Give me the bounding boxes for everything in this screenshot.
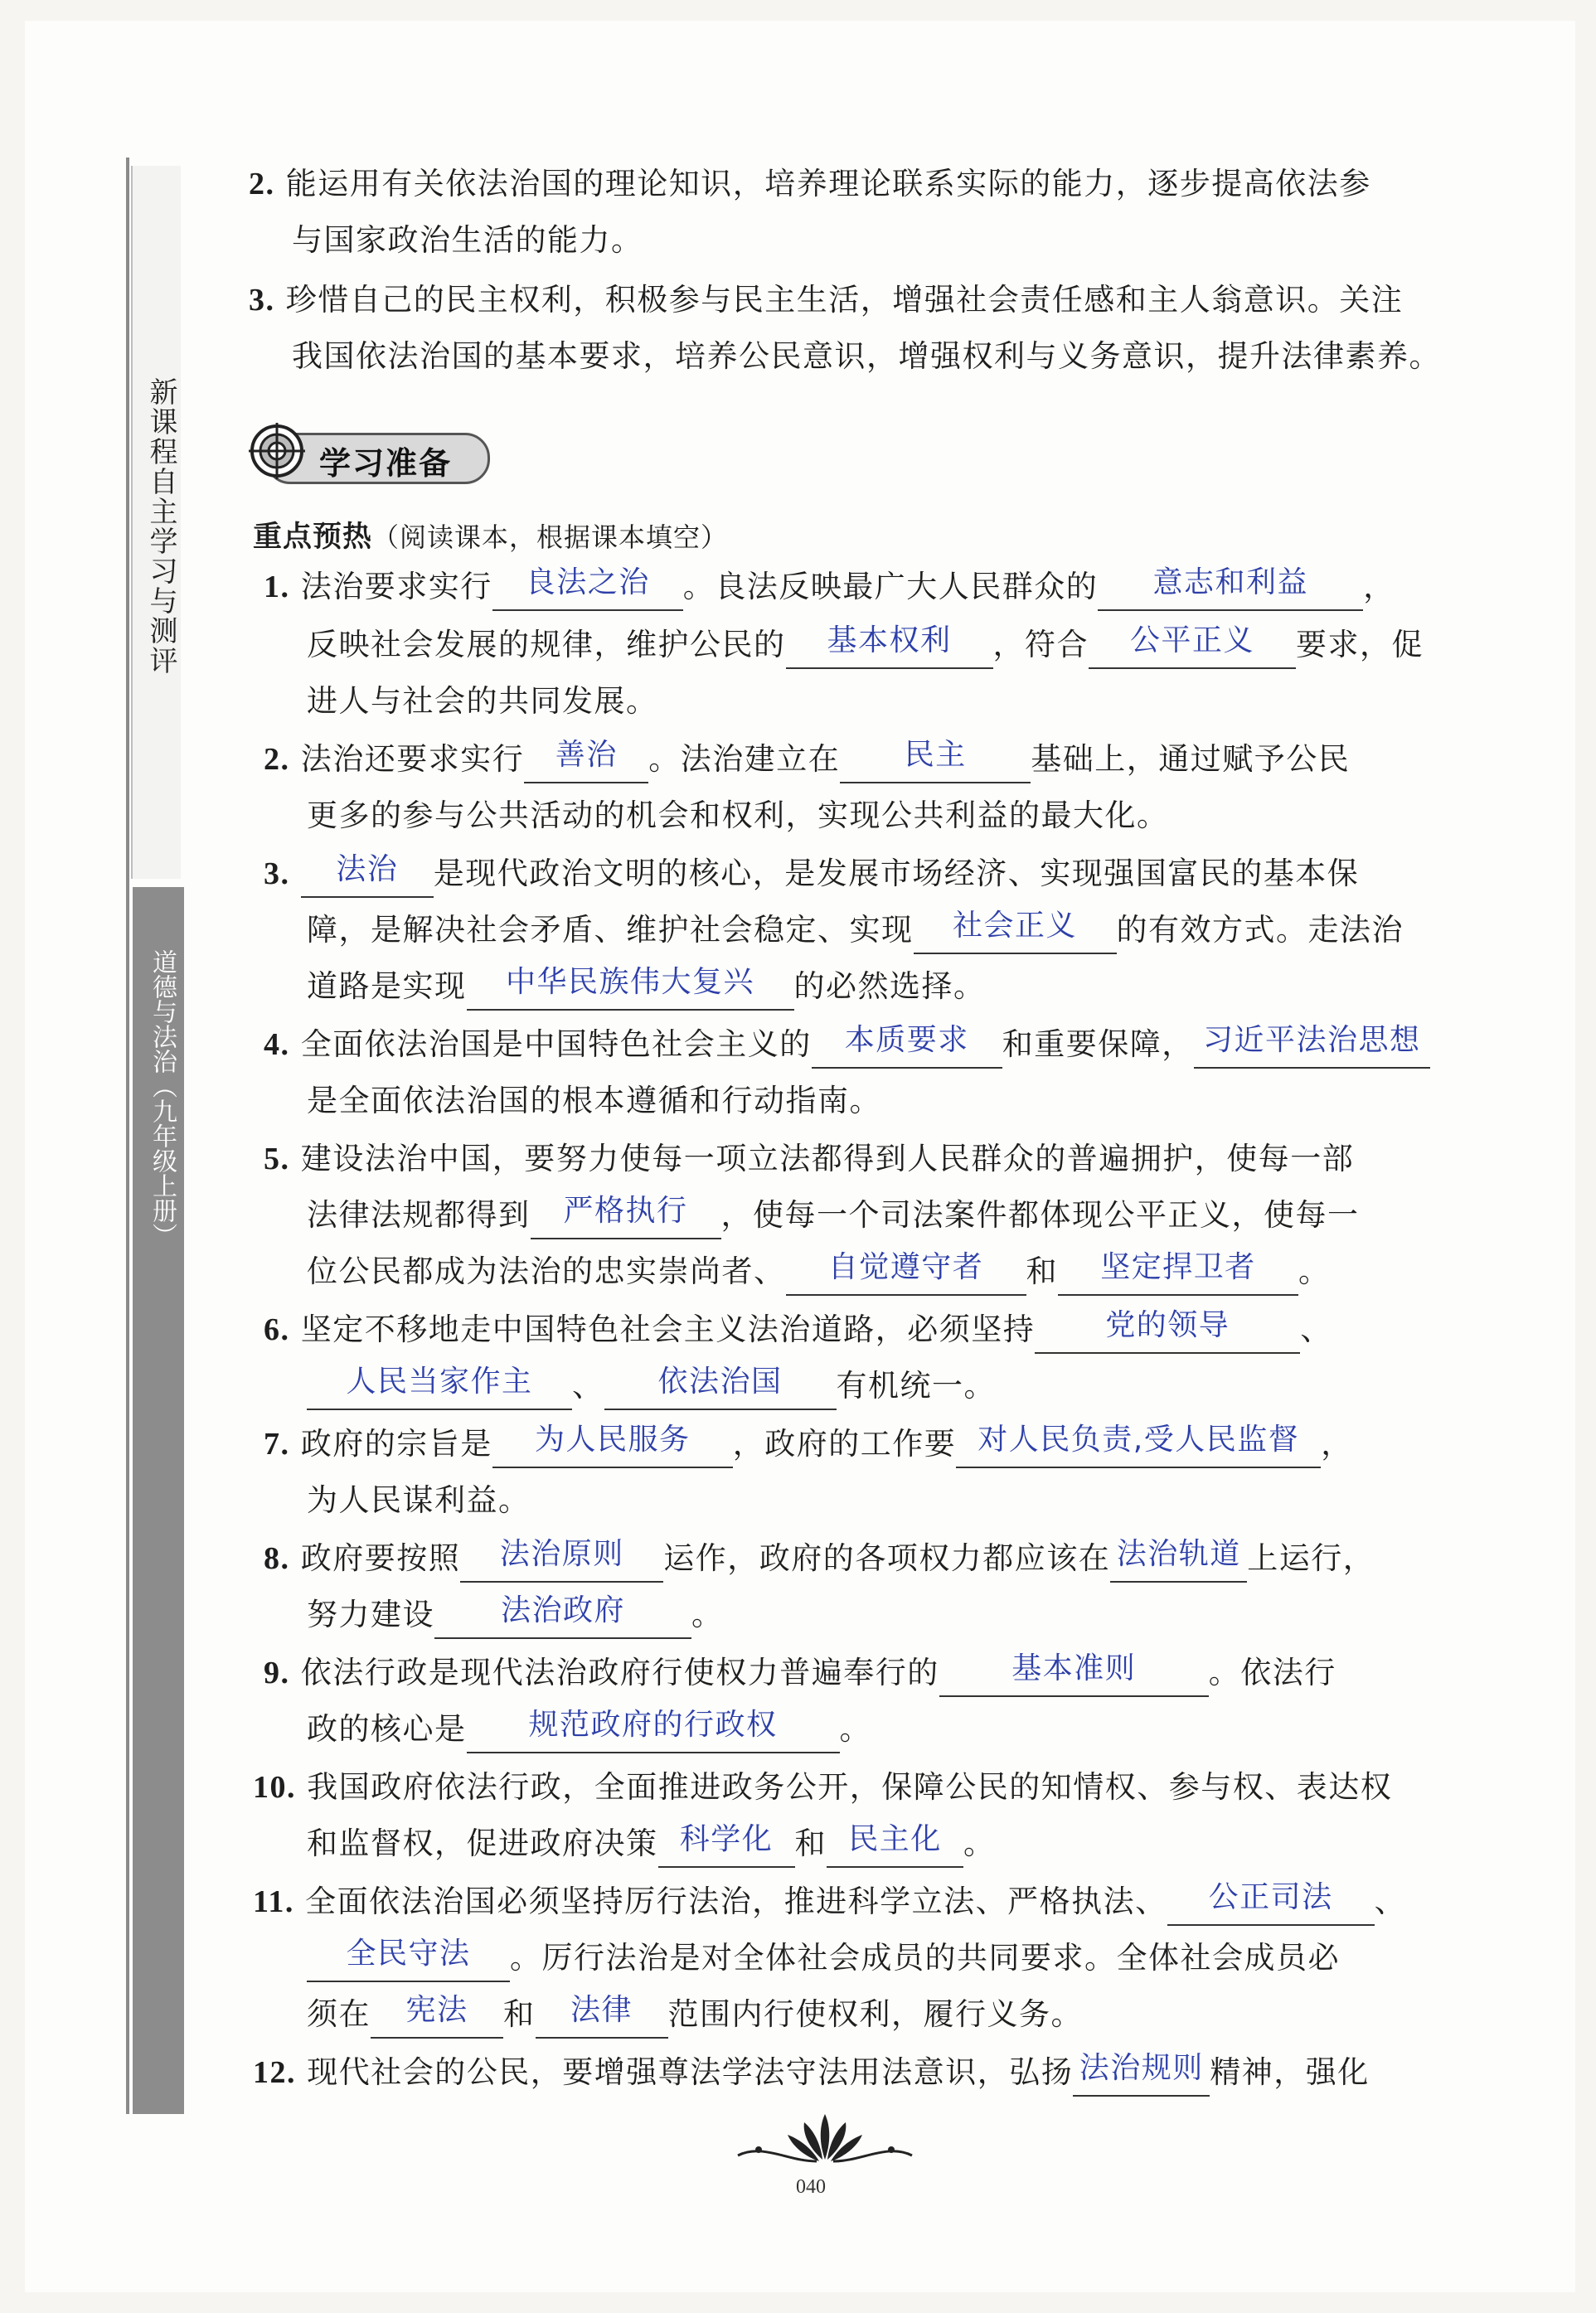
item-1-line-3 (307, 683, 658, 720)
item-6-line-2 (307, 1365, 996, 1409)
item-text: 法治还要求实行 (300, 741, 525, 777)
answer-blank: 民主化 (827, 1828, 963, 1868)
answer-blank: 基本权利 (786, 629, 993, 669)
answer-blank: 党的领导 (1035, 1314, 1300, 1354)
answer-blank: 基本准则 (939, 1657, 1209, 1697)
item-number: 11. (253, 1884, 294, 1919)
item-text: 。 (963, 1826, 996, 1861)
item-text: 精神，强化 (1210, 2054, 1370, 2090)
objective-text: 我国依法治国的基本要求，培养公民意识，增强权利与义务意识，提升法律素养。 (292, 338, 1441, 374)
footer-ornament-icon (730, 2110, 920, 2168)
item-text: 要求，促 (1296, 627, 1424, 662)
item-text: 政府的宗旨是 (300, 1426, 492, 1462)
answer-blank: 公平正义 (1089, 629, 1296, 669)
answer-blank: 法治原则 (460, 1543, 663, 1583)
item-4-line-1 (264, 1023, 1430, 1067)
objective-3-line-2 (292, 338, 1441, 375)
item-text: 有机统一。 (836, 1368, 996, 1404)
answer-blank: 法律 (536, 1999, 668, 2039)
item-1-line-1 (264, 565, 1395, 609)
item-text: 、 (1300, 1312, 1332, 1347)
item-number: 1. (264, 570, 290, 604)
answer-blank: 法治轨道 (1110, 1543, 1247, 1583)
item-text: 和 (503, 1996, 536, 2032)
item-text: 。良法反映最广大人民群众的 (682, 569, 1099, 604)
item-text: 进人与社会的共同发展。 (307, 683, 658, 719)
item-number: 12. (253, 2055, 296, 2090)
item-11-line-3 (307, 1993, 1083, 2037)
item-1-line-2 (307, 623, 1424, 667)
item-number: 9. (264, 1656, 290, 1690)
answer-blank: 法治政府 (434, 1599, 691, 1639)
item-text: ，符合 (992, 627, 1089, 662)
item-text: 政府要按照 (300, 1540, 461, 1576)
answer-blank: 中华民族伟大复兴 (467, 971, 794, 1011)
item-text: 。 (1298, 1253, 1331, 1289)
item-text: 。法治建立在 (648, 741, 841, 777)
item-text: 坚定不移地走中国特色社会主义法治道路，必须坚持 (300, 1312, 1036, 1347)
item-number: 3. (264, 856, 290, 891)
item-text: 反映社会发展的规律，维护公民的 (307, 627, 786, 662)
item-text: 和 (794, 1826, 827, 1861)
item-5-line-3 (307, 1250, 1331, 1294)
answer-blank: 意志和利益 (1098, 571, 1363, 611)
answer-blank: 严格执行 (531, 1200, 721, 1239)
target-icon (249, 423, 305, 479)
item-text: 全面依法治国是中国特色社会主义的 (300, 1026, 812, 1062)
sidebar-rule (126, 158, 129, 2114)
item-text: 为人民谋利益。 (307, 1482, 531, 1518)
item-text: 和重要保障， (1002, 1026, 1194, 1062)
item-text: 、 (572, 1368, 604, 1404)
item-5-line-2 (307, 1194, 1360, 1238)
item-3-line-2 (307, 909, 1404, 953)
item-9-line-1 (264, 1651, 1336, 1695)
answer-blank: 人民当家作主 (307, 1370, 572, 1410)
item-12-line-1 (253, 2051, 1370, 2095)
item-10-line-1 (253, 1769, 1392, 1806)
item-text: 是现代政治文明的核心，是发展市场经济、实现强国富民的基本保 (433, 856, 1360, 891)
answer-blank: 法治规则 (1073, 2057, 1210, 2097)
item-number: 5. (264, 1142, 290, 1176)
item-text: 基础上，通过赋予公民 (1031, 741, 1351, 777)
item-text: 法律法规都得到 (307, 1197, 531, 1233)
item-number: 2. (264, 742, 290, 777)
item-8-line-2 (307, 1593, 724, 1637)
answer-blank: 宪法 (371, 1999, 503, 2039)
answer-blank: 规范政府的行政权 (467, 1714, 840, 1753)
item-text: 上运行， (1247, 1540, 1375, 1576)
item-text: 法治要求实行 (300, 569, 492, 604)
objective-2-line-1 (249, 166, 1371, 202)
item-text: 。厉行法治是对全体社会成员的共同要求。全体社会成员必 (510, 1940, 1340, 1976)
item-text: 更多的参与公共活动的机会和权利，实现公共利益的最大化。 (307, 798, 1169, 833)
page-number: 040 (796, 2176, 826, 2198)
item-text: 、 (1374, 1884, 1407, 1919)
item-number: 7. (264, 1427, 290, 1462)
series-title: 新课程自主学习与测评 (144, 377, 177, 676)
item-text: 运作，政府的各项权力都应该在 (663, 1540, 1111, 1576)
objective-3-line-1 (249, 282, 1403, 318)
item-11-line-2 (307, 1937, 1340, 1981)
item-6-line-1 (264, 1308, 1332, 1352)
objective-number: 3. (249, 283, 275, 318)
item-text: 道路是实现 (307, 968, 467, 1004)
item-number: 10. (253, 1770, 296, 1805)
item-7-line-2 (307, 1482, 531, 1519)
answer-blank: 公正司法 (1167, 1886, 1375, 1926)
objective-2-line-2 (292, 222, 643, 259)
item-3-line-3 (307, 965, 986, 1009)
item-text: 位公民都成为法治的忠实崇尚者、 (307, 1253, 786, 1289)
item-text: ， (1363, 569, 1395, 604)
subheading (253, 514, 728, 555)
objective-number: 2. (249, 167, 275, 201)
item-8-line-1 (264, 1537, 1375, 1581)
item-number: 4. (264, 1027, 290, 1062)
item-11-line-1 (253, 1880, 1407, 1924)
item-text: 。 (691, 1597, 724, 1632)
item-text: 我国政府依法行政，全面推进政务公开，保障公民的知情权、参与权、表达权 (307, 1769, 1393, 1805)
item-4-line-2 (307, 1083, 881, 1119)
item-7-line-1 (264, 1423, 1353, 1467)
item-text: 依法行政是现代法治政府行使权力普遍奉行的 (300, 1655, 939, 1690)
objective-text: 珍惜自己的民主权利，积极参与民主生活，增强社会责任感和主人翁意识。关注 (285, 282, 1404, 318)
item-text: 努力建设 (307, 1597, 434, 1632)
answer-blank: 为人民服务 (492, 1428, 733, 1468)
section-title: 学习准备 (319, 445, 453, 482)
answer-blank: 坚定捍卫者 (1058, 1256, 1298, 1296)
item-text: 须在 (307, 1996, 371, 2032)
item-number: 8. (264, 1541, 290, 1576)
answer-blank: 习近平法治思想 (1194, 1029, 1430, 1069)
answer-blank: 民主 (840, 744, 1031, 783)
item-text: 现代社会的公民，要增强尊法学法守法用法意识，弘扬 (307, 2054, 1074, 2090)
subheading-bold: 重点预热 (253, 521, 373, 554)
answer-blank: 依法治国 (604, 1370, 837, 1410)
item-text: 障，是解决社会矛盾、维护社会稳定、实现 (307, 912, 914, 948)
item-text: 和监督权，促进政府决策 (307, 1826, 658, 1861)
objective-text: 与国家政治生活的能力。 (292, 222, 643, 258)
item-text: ，使每一个司法案件都体现公平正义，使每一 (720, 1197, 1360, 1233)
item-text: 。依法行 (1208, 1655, 1336, 1690)
subheading-note: （阅读课本，根据课本填空） (372, 521, 729, 553)
item-2-line-1 (264, 738, 1351, 782)
item-text: 范围内行使权利，履行义务。 (667, 1996, 1083, 2032)
item-text: 。 (839, 1711, 871, 1747)
item-text: 政的核心是 (307, 1711, 467, 1747)
item-9-line-2 (307, 1708, 871, 1752)
subject-title: 道德与法治（九年级上册） (148, 949, 177, 1248)
answer-blank: 本质要求 (812, 1029, 1002, 1069)
answer-blank: 良法之治 (492, 571, 683, 611)
answer-blank: 全民守法 (307, 1942, 510, 1982)
item-text: 是全面依法治国的根本遵循和行动指南。 (307, 1083, 881, 1118)
item-3-line-1 (264, 852, 1360, 896)
item-number: 6. (264, 1312, 290, 1347)
item-5-line-1 (264, 1141, 1354, 1177)
answer-blank: 自觉遵守者 (786, 1256, 1026, 1296)
item-text: ， (1321, 1426, 1353, 1462)
answer-blank: 善治 (524, 744, 648, 783)
answer-blank: 对人民负责,受人民监督 (956, 1428, 1321, 1468)
section-header (249, 423, 489, 482)
item-text: 建设法治中国，要努力使每一项立法都得到人民群众的普遍拥护，使每一部 (300, 1141, 1355, 1176)
item-text: 和 (1026, 1253, 1058, 1289)
answer-blank: 科学化 (658, 1828, 795, 1868)
item-text: 全面依法治国必须坚持厉行法治，推进科学立法、严格执法、 (305, 1884, 1167, 1919)
objective-text: 能运用有关依法治国的理论知识，培养理论联系实际的能力，逐步提高依法参 (285, 166, 1371, 201)
item-2-line-2 (307, 798, 1169, 834)
item-10-line-2 (307, 1822, 996, 1866)
answer-blank: 社会正义 (914, 914, 1117, 954)
answer-blank: 法治 (301, 858, 434, 898)
item-text: 的必然选择。 (793, 968, 986, 1004)
item-text: ，政府的工作要 (732, 1426, 957, 1462)
item-text: 的有效方式。走法治 (1116, 912, 1404, 948)
